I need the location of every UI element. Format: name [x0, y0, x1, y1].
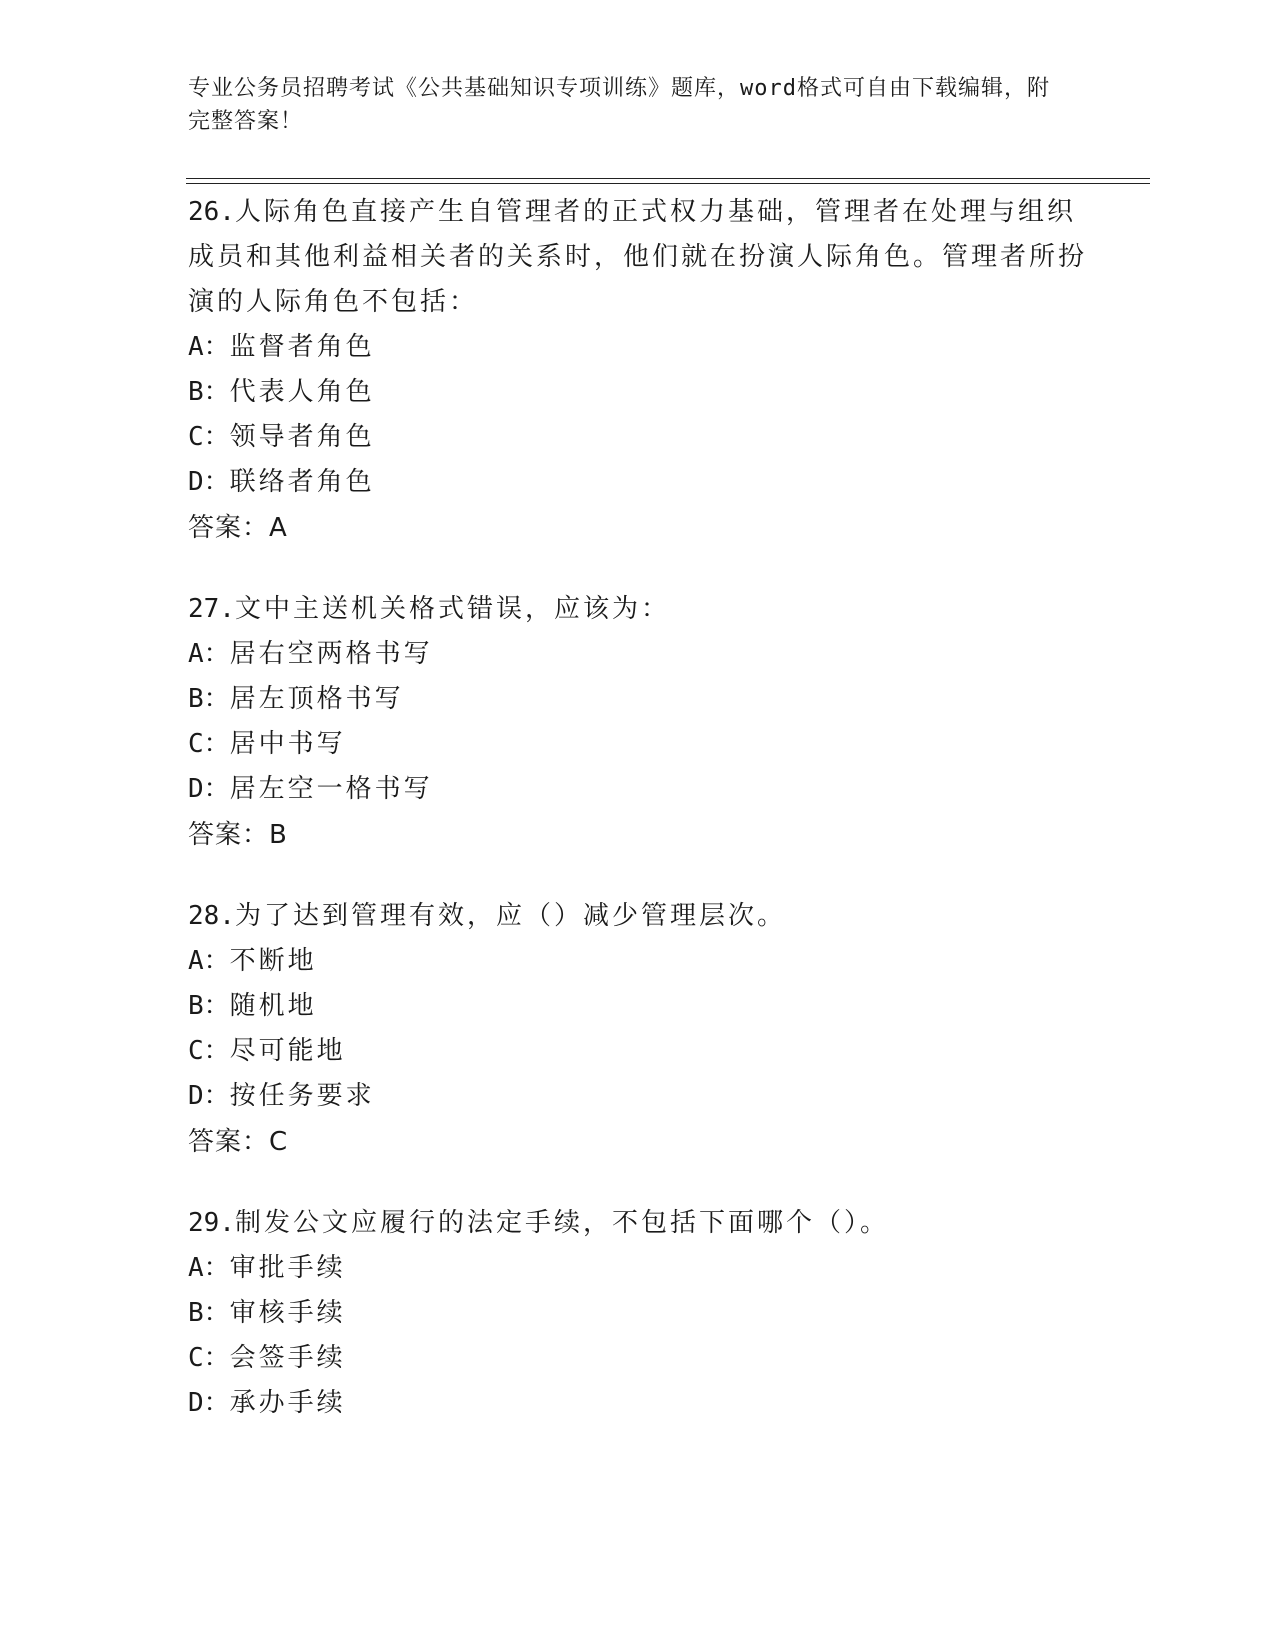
option-a	[188, 939, 1088, 984]
option-key: B：	[188, 991, 230, 1021]
option-text: 尽可能地	[229, 1036, 346, 1066]
option-c	[188, 1029, 1088, 1074]
option-key: B：	[188, 1298, 230, 1328]
option-text: 不断地	[229, 946, 317, 976]
option-key: D：	[188, 1388, 230, 1418]
option-key: C：	[188, 1036, 230, 1066]
option-text: 居右空两格书写	[229, 639, 433, 669]
question-number: 27.	[188, 594, 235, 624]
option-key: D：	[188, 1081, 230, 1111]
option-text: 居中书写	[229, 729, 346, 759]
question-stem	[188, 894, 1088, 939]
question-number: 29.	[188, 1208, 235, 1238]
question-text: 制发公文应履行的法定手续，不包括下面哪个（）。	[234, 1208, 889, 1238]
option-c	[188, 722, 1088, 767]
question-stem	[188, 190, 1088, 325]
option-text: 审核手续	[229, 1298, 346, 1328]
question-text: 为了达到管理有效，应（）减少管理层次。	[234, 901, 786, 931]
question-stem	[188, 1201, 1088, 1246]
question-29	[188, 1201, 1088, 1426]
question-list	[188, 190, 1088, 1462]
question-stem	[188, 587, 1088, 632]
answer-label: 答案：B	[188, 820, 288, 850]
option-key: C：	[188, 1343, 230, 1373]
question-text: 人际角色直接产生自管理者的正式权力基础，管理者在处理与组织成员和其他利益相关者的关系时，他们就在扮演人际角色。管理者所扮演的人际角色不包括：	[188, 197, 1088, 317]
document-header: 专业公务员招聘考试《公共基础知识专项训练》题库，word格式可自由下载编辑，附完整答案！	[188, 76, 1050, 134]
option-key: C：	[188, 422, 230, 452]
option-d	[188, 1074, 1088, 1119]
option-key: A：	[188, 332, 230, 362]
option-b	[188, 677, 1088, 722]
option-key: D：	[188, 467, 230, 497]
option-a	[188, 632, 1088, 677]
option-key: B：	[188, 684, 230, 714]
question-27	[188, 587, 1088, 858]
question-text: 文中主送机关格式错误，应该为：	[234, 594, 670, 624]
option-text: 审批手续	[229, 1253, 346, 1283]
option-text: 会签手续	[229, 1343, 346, 1373]
option-text: 随机地	[229, 991, 317, 1021]
question-26	[188, 190, 1088, 551]
option-text: 联络者角色	[229, 467, 375, 497]
option-text: 监督者角色	[229, 332, 375, 362]
option-a	[188, 325, 1088, 370]
answer-label: 答案：A	[188, 513, 288, 543]
option-a	[188, 1246, 1088, 1291]
option-text: 代表人角色	[229, 377, 375, 407]
header-rule-top	[186, 178, 1150, 179]
option-b	[188, 370, 1088, 415]
option-key: A：	[188, 1253, 230, 1283]
option-b	[188, 984, 1088, 1029]
question-number: 28.	[188, 901, 235, 931]
option-text: 承办手续	[229, 1388, 346, 1418]
option-text: 按任务要求	[229, 1081, 375, 1111]
option-c	[188, 415, 1088, 460]
option-key: A：	[188, 639, 230, 669]
header-rule-bottom	[186, 183, 1150, 184]
option-d	[188, 460, 1088, 505]
option-b	[188, 1291, 1088, 1336]
option-c	[188, 1336, 1088, 1381]
option-text: 居左空一格书写	[229, 774, 433, 804]
question-28	[188, 894, 1088, 1165]
answer-label: 答案：C	[188, 1127, 289, 1157]
option-text: 领导者角色	[229, 422, 375, 452]
option-key: C：	[188, 729, 230, 759]
option-text: 居左顶格书写	[229, 684, 404, 714]
option-key: D：	[188, 774, 230, 804]
option-key: B：	[188, 377, 230, 407]
option-d	[188, 1381, 1088, 1426]
option-d	[188, 767, 1088, 812]
option-key: A：	[188, 946, 230, 976]
question-number: 26.	[188, 197, 235, 227]
